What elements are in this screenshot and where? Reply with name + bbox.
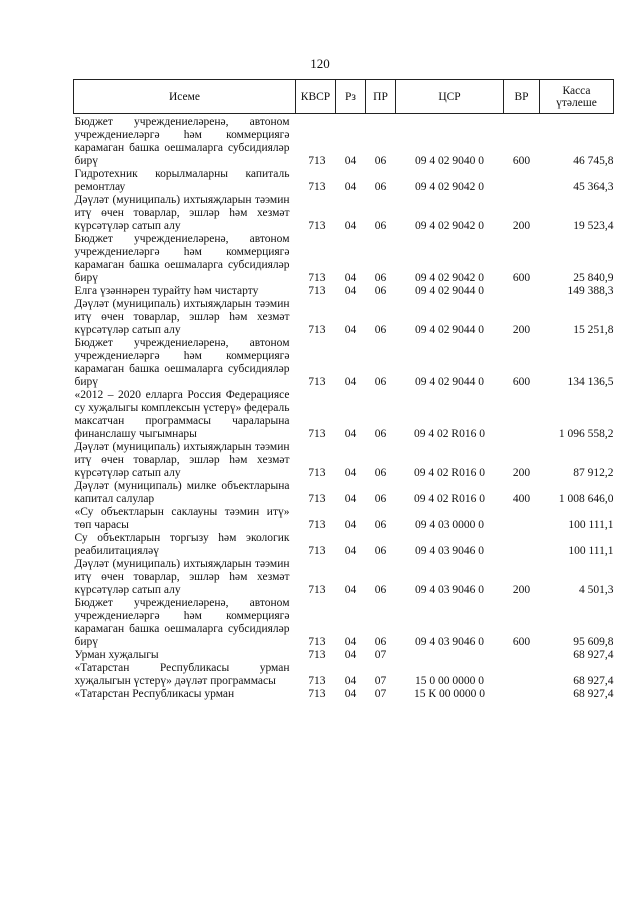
cell-csr: 09 4 02 R016 0 bbox=[414, 428, 485, 440]
cell-pr: 06 bbox=[374, 467, 387, 479]
cell-sum: 25 840,9 bbox=[573, 272, 614, 284]
cell-rz: 04 bbox=[344, 688, 357, 700]
cell-pr: 06 bbox=[374, 324, 387, 336]
cell-kvsr: 713 bbox=[308, 545, 326, 557]
cell-kvsr: 713 bbox=[308, 649, 326, 661]
table-row bbox=[74, 194, 614, 233]
cell-kvsr: 713 bbox=[308, 181, 326, 193]
table-row bbox=[74, 298, 614, 337]
cell-name: Бюджет учреждениеләренә, автоном учреждениеләргә һәм коммерциягә карамаган башка оешмаларга субсидияләр бирү bbox=[74, 337, 290, 388]
cell-rz: 04 bbox=[344, 584, 357, 596]
table-row bbox=[74, 441, 614, 480]
cell-sum: 4 501,3 bbox=[579, 584, 614, 596]
table-header bbox=[74, 80, 614, 114]
header-csr: ЦСР bbox=[396, 80, 504, 114]
cell-pr: 06 bbox=[374, 428, 387, 440]
cell-sum: 68 927,4 bbox=[573, 688, 614, 700]
table-row bbox=[74, 558, 614, 597]
cell-rz: 04 bbox=[344, 324, 357, 336]
table-row bbox=[74, 285, 614, 298]
cell-vr: 600 bbox=[512, 272, 531, 284]
cell-vr bbox=[504, 285, 540, 298]
cell-name: Гидротехник корылмаларны капиталь ремонтлау bbox=[74, 168, 290, 193]
cell-kvsr: 713 bbox=[308, 688, 326, 700]
cell-name: Бюджет учреждениеләренә, автоном учреждениеләргә һәм коммерциягә карамаган башка оешмаларга субсидияләр бирү bbox=[74, 233, 290, 284]
cell-rz: 04 bbox=[344, 376, 357, 388]
cell-rz: 04 bbox=[344, 636, 357, 648]
cell-pr: 06 bbox=[374, 636, 387, 648]
cell-csr: 09 4 02 9042 0 bbox=[415, 272, 484, 284]
cell-vr: 200 bbox=[512, 467, 531, 479]
cell-sum: 68 927,4 bbox=[573, 649, 614, 661]
cell-sum: 95 609,8 bbox=[573, 636, 614, 648]
budget-table-container bbox=[73, 79, 613, 701]
cell-sum: 15 251,8 bbox=[573, 324, 614, 336]
cell-rz: 04 bbox=[344, 675, 357, 687]
cell-rz: 04 bbox=[344, 155, 357, 167]
table-row bbox=[74, 480, 614, 506]
cell-kvsr: 713 bbox=[308, 428, 326, 440]
cell-name: «2012 – 2020 елларга Россия Федерациясе су хуҗалыгы комплексын үстерү» федераль максатчан программасы чараларына финанслашу чыгымнары bbox=[74, 389, 290, 440]
cell-name: «Татарстан Республикасы урман bbox=[74, 688, 235, 700]
table-row bbox=[74, 597, 614, 649]
cell-sum: 87 912,2 bbox=[573, 467, 614, 479]
page-number: 120 bbox=[310, 56, 330, 71]
table-row bbox=[74, 506, 614, 532]
cell-vr bbox=[504, 649, 540, 662]
cell-pr: 07 bbox=[374, 649, 387, 661]
cell-kvsr: 713 bbox=[308, 376, 326, 388]
cell-name: «Су объектларын саклауны тәэмин итү» төп чарасы bbox=[74, 506, 290, 531]
header-vr: ВР bbox=[504, 80, 540, 114]
cell-pr: 06 bbox=[374, 272, 387, 284]
header-sum: Касса үтәлеше bbox=[540, 80, 614, 114]
header-name: Исеме bbox=[74, 80, 296, 114]
cell-vr: 600 bbox=[512, 376, 531, 388]
cell-name: Урман хуҗалыгы bbox=[74, 649, 159, 661]
cell-kvsr: 713 bbox=[308, 324, 326, 336]
cell-kvsr: 713 bbox=[308, 584, 326, 596]
header-rz: Рз bbox=[336, 80, 366, 114]
cell-vr: 600 bbox=[512, 155, 531, 167]
cell-vr bbox=[504, 389, 540, 441]
cell-csr: 09 4 02 9042 0 bbox=[415, 181, 484, 193]
cell-name: Дәүләт (муниципаль) ихтыяҗларын тәэмин итү өчен товарлар, эшләр һәм хезмәт күрсәтүләр сатып алу bbox=[74, 298, 290, 336]
cell-name: «Татарстан Республикасы урман хуҗалыгын үстерү» дәүләт программасы bbox=[74, 662, 290, 687]
table-row bbox=[74, 337, 614, 389]
cell-vr bbox=[504, 688, 540, 701]
cell-pr: 06 bbox=[374, 376, 387, 388]
cell-rz: 04 bbox=[344, 519, 357, 531]
cell-csr: 09 4 02 9044 0 bbox=[415, 376, 484, 388]
cell-rz: 04 bbox=[344, 428, 357, 440]
cell-rz: 04 bbox=[344, 285, 357, 297]
cell-csr: 09 4 02 9040 0 bbox=[415, 155, 484, 167]
cell-csr: 09 4 03 9046 0 bbox=[415, 545, 484, 557]
cell-csr: 09 4 02 9042 0 bbox=[415, 220, 484, 232]
cell-csr: 09 4 03 9046 0 bbox=[415, 584, 484, 596]
cell-name: Дәүләт (муниципаль) ихтыяҗларын тәэмин итү өчен товарлар, эшләр һәм хезмәт күрсәтүләр сатып алу bbox=[74, 194, 290, 232]
cell-name: Су объектларын торгызу һәм экологик реабилитацияләү bbox=[74, 532, 290, 557]
cell-csr: 09 4 03 9046 0 bbox=[415, 636, 484, 648]
cell-rz: 04 bbox=[344, 220, 357, 232]
cell-kvsr: 713 bbox=[308, 155, 326, 167]
cell-pr: 06 bbox=[374, 493, 387, 505]
cell-pr: 07 bbox=[374, 688, 387, 700]
cell-rz: 04 bbox=[344, 272, 357, 284]
cell-csr: 15 0 00 0000 0 bbox=[415, 675, 484, 687]
cell-name: Дәүләт (муниципаль) ихтыяҗларын тәэмин итү өчен товарлар, эшләр һәм хезмәт күрсәтүләр сатып алу bbox=[74, 441, 290, 479]
cell-pr: 07 bbox=[374, 675, 387, 687]
cell-name: Елга үзәннәрен турайту һәм чистарту bbox=[74, 285, 259, 297]
cell-sum: 134 136,5 bbox=[567, 376, 614, 388]
cell-sum: 1 096 558,2 bbox=[558, 428, 614, 440]
cell-vr: 600 bbox=[512, 636, 531, 648]
cell-name: Дәүләт (муниципаль) ихтыяҗларын тәэмин итү өчен товарлар, эшләр һәм хезмәт күрсәтүләр сатып алу bbox=[74, 558, 290, 596]
header-pr: ПР bbox=[366, 80, 396, 114]
cell-rz: 04 bbox=[344, 493, 357, 505]
table-row bbox=[74, 532, 614, 558]
cell-vr: 200 bbox=[512, 324, 531, 336]
cell-sum: 19 523,4 bbox=[573, 220, 614, 232]
table-body bbox=[74, 114, 614, 702]
cell-kvsr: 713 bbox=[308, 285, 326, 297]
cell-kvsr: 713 bbox=[308, 272, 326, 284]
cell-pr: 06 bbox=[374, 519, 387, 531]
cell-vr bbox=[504, 506, 540, 532]
table-row bbox=[74, 233, 614, 285]
cell-pr: 06 bbox=[374, 285, 387, 297]
cell-rz: 04 bbox=[344, 181, 357, 193]
table-row bbox=[74, 389, 614, 441]
cell-sum: 100 111,1 bbox=[568, 545, 614, 557]
cell-csr: 09 4 02 R016 0 bbox=[414, 493, 485, 505]
cell-csr: 09 4 03 0000 0 bbox=[415, 519, 484, 531]
cell-sum: 46 745,8 bbox=[573, 155, 614, 167]
cell-name: Бюджет учреждениеләренә, автоном учреждениеләргә һәм коммерциягә карамаган башка оешмаларга субсидияләр бирү bbox=[74, 116, 290, 167]
cell-kvsr: 713 bbox=[308, 636, 326, 648]
cell-vr: 400 bbox=[512, 493, 531, 505]
cell-csr: 15 К 00 0000 0 bbox=[414, 688, 485, 700]
cell-kvsr: 713 bbox=[308, 519, 326, 531]
cell-rz: 04 bbox=[344, 467, 357, 479]
cell-pr: 06 bbox=[374, 584, 387, 596]
cell-vr bbox=[504, 532, 540, 558]
cell-csr: 09 4 02 R016 0 bbox=[414, 467, 485, 479]
cell-vr: 200 bbox=[512, 584, 531, 596]
cell-kvsr: 713 bbox=[308, 675, 326, 687]
cell-sum: 68 927,4 bbox=[573, 675, 614, 687]
cell-pr: 06 bbox=[374, 181, 387, 193]
cell-sum: 45 364,3 bbox=[573, 181, 614, 193]
cell-name: Дәүләт (муниципаль) милке объектларына капитал салулар bbox=[74, 480, 290, 505]
cell-kvsr: 713 bbox=[308, 220, 326, 232]
cell-csr: 09 4 02 9044 0 bbox=[415, 324, 484, 336]
cell-vr bbox=[504, 168, 540, 194]
cell-csr: 09 4 02 9044 0 bbox=[415, 285, 484, 297]
cell-pr: 06 bbox=[374, 155, 387, 167]
cell-rz: 04 bbox=[344, 545, 357, 557]
cell-kvsr: 713 bbox=[308, 467, 326, 479]
table-row bbox=[74, 114, 614, 169]
table-row bbox=[74, 649, 614, 662]
table-row bbox=[74, 688, 614, 701]
cell-csr bbox=[396, 649, 504, 662]
cell-rz: 04 bbox=[344, 649, 357, 661]
cell-vr: 200 bbox=[512, 220, 531, 232]
header-kvsr: КВСР bbox=[296, 80, 336, 114]
cell-sum: 149 388,3 bbox=[567, 285, 614, 297]
cell-vr bbox=[504, 662, 540, 688]
cell-kvsr: 713 bbox=[308, 493, 326, 505]
budget-table bbox=[73, 79, 614, 701]
table-row bbox=[74, 662, 614, 688]
cell-name: Бюджет учреждениеләренә, автоном учреждениеләргә һәм коммерциягә карамаган башка оешмаларга субсидияләр бирү bbox=[74, 597, 290, 648]
cell-pr: 06 bbox=[374, 220, 387, 232]
cell-sum: 1 008 646,0 bbox=[558, 493, 614, 505]
table-row bbox=[74, 168, 614, 194]
cell-pr: 06 bbox=[374, 545, 387, 557]
cell-sum: 100 111,1 bbox=[568, 519, 614, 531]
